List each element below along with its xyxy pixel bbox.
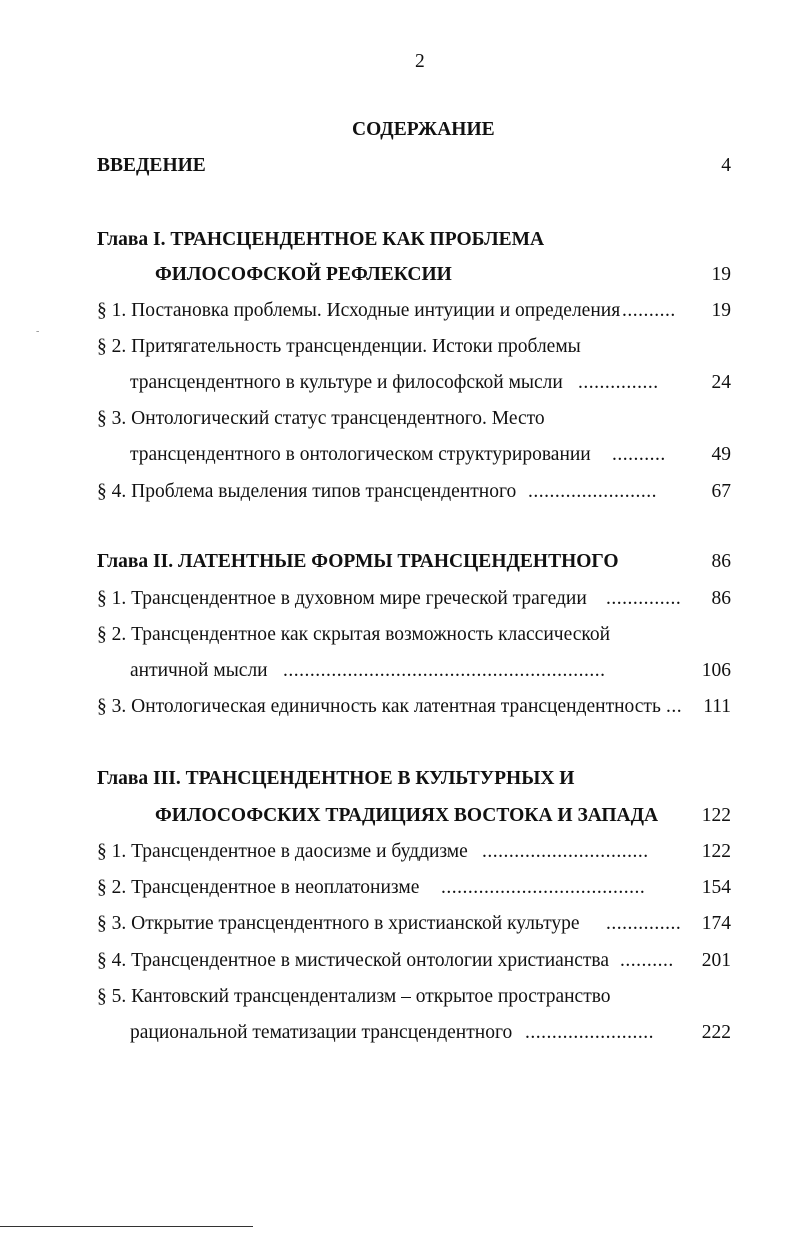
section-page: 111 [703, 696, 731, 717]
chapter-1-title-line1: Глава I. ТРАНСЦЕНДЕНТНОЕ КАК ПРОБЛЕМА [97, 229, 545, 250]
section-dots: ... [666, 696, 683, 717]
section-dots: ............................... [482, 841, 649, 862]
chapter-1-page: 19 [711, 264, 731, 285]
section-page: 67 [711, 481, 731, 502]
section-page: 122 [701, 841, 731, 862]
section-page: 222 [701, 1022, 731, 1043]
chapter-2-page: 86 [711, 551, 731, 572]
section-dots: .......... [612, 444, 666, 465]
section-dots: .......... [622, 300, 676, 321]
section-dots: ...................................... [441, 877, 646, 898]
chapter-2-title: Глава II. ЛАТЕНТНЫЕ ФОРМЫ ТРАНСЦЕНДЕНТНОГО [97, 551, 619, 572]
section-page: 201 [701, 950, 731, 971]
section-text-cont: рациональной тематизации трансцендентного [130, 1022, 513, 1043]
section-text: § 3. Открытие трансцендентного в христианской культуре [97, 913, 580, 934]
section-dots: ........................ [528, 481, 657, 502]
intro-page: 4 [721, 155, 731, 176]
section-text: § 1. Трансцендентное в даосизме и буддизме [97, 841, 468, 862]
chapter-3-page: 122 [701, 805, 731, 826]
section-text: § 2. Трансцендентное в неоплатонизме [97, 877, 420, 898]
section-text-cont: античной мысли [130, 660, 268, 681]
section-text: § 3. Онтологическая единичность как латентная трансцендентность [97, 696, 661, 717]
section-text: § 4. Трансцендентное в мистической онтологии христианства [97, 950, 610, 971]
section-page: 154 [701, 877, 731, 898]
section-page: 174 [701, 913, 731, 934]
section-page: 49 [711, 444, 731, 465]
section-page: 106 [701, 660, 731, 681]
chapter-3-title-line2: ФИЛОСОФСКИХ ТРАДИЦИЯХ ВОСТОКА И ЗАПАДА [155, 805, 659, 826]
section-dots: .............. [606, 913, 682, 934]
margin-mark: - [36, 326, 40, 337]
section-text: § 5. Кантовский трансцендентализм – открытое пространство [97, 986, 611, 1007]
section-dots: .......... [620, 950, 674, 971]
section-page: 24 [711, 372, 731, 393]
section-text: § 3. Онтологический статус трансцендентного. Место [97, 408, 545, 429]
section-page: 86 [711, 588, 731, 609]
chapter-1-title-line2: ФИЛОСОФСКОЙ РЕФЛЕКСИИ [155, 264, 452, 285]
section-text-cont: трансцендентного в онтологическом структурировании [130, 444, 591, 465]
section-page: 19 [711, 300, 731, 321]
page-number: 2 [415, 51, 425, 72]
toc-heading: СОДЕРЖАНИЕ [352, 119, 495, 140]
section-dots: ............................................................ [283, 660, 606, 681]
section-text: § 2. Притягательность трансценденции. Истоки проблемы [97, 336, 581, 357]
section-text-cont: трансцендентного в культуре и философской мысли [130, 372, 563, 393]
section-dots: .............. [606, 588, 682, 609]
chapter-3-title-line1: Глава III. ТРАНСЦЕНДЕНТНОЕ В КУЛЬТУРНЫХ И [97, 768, 575, 789]
section-text: § 1. Постановка проблемы. Исходные интуиции и определения [97, 300, 621, 321]
section-dots: ........................ [525, 1022, 654, 1043]
section-text: § 4. Проблема выделения типов трансцендентного [97, 481, 517, 502]
section-dots: ............... [578, 372, 659, 393]
intro-label: ВВЕДЕНИЕ [97, 155, 206, 176]
section-text: § 1. Трансцендентное в духовном мире греческой трагедии [97, 588, 587, 609]
section-text: § 2. Трансцендентное как скрытая возможность классической [97, 624, 611, 645]
footnote-rule [0, 1226, 253, 1227]
